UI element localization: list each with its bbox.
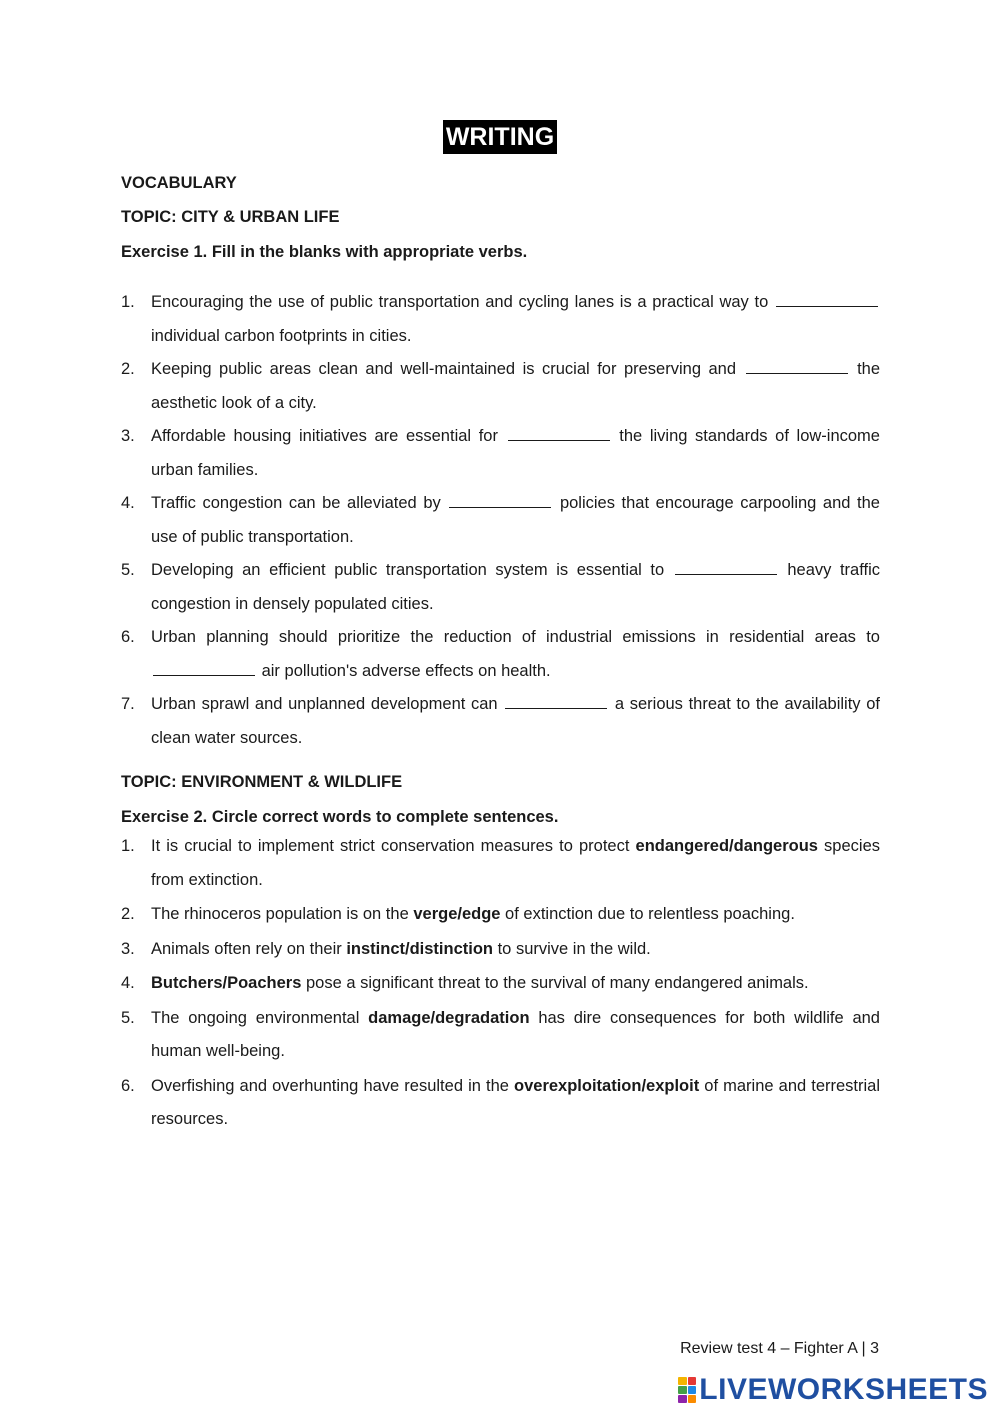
item-number: 2.: [121, 905, 135, 923]
item-number: 2.: [121, 360, 135, 378]
item-text-after: of marine and terrestrial resources.: [151, 1076, 881, 1128]
logo-block: [688, 1395, 697, 1403]
item-text-after: policies that encourage carpooling and the use of public transportation.: [151, 494, 880, 546]
item-text-before: Affordable housing initiatives are essential for: [151, 427, 498, 445]
item-text-after: has dire consequences for both wildlife and human well-being.: [151, 1008, 880, 1060]
fill-blank[interactable]: [776, 290, 878, 308]
topic2-heading: TOPIC: ENVIRONMENT & WILDLIFE: [121, 773, 403, 791]
item-number: 5.: [121, 1008, 135, 1027]
item-text-before: Traffic congestion can be alleviated by: [151, 494, 441, 512]
fill-blank[interactable]: [449, 491, 551, 509]
liveworksheets-brand[interactable]: [678, 1374, 988, 1406]
item-text-before: The rhinoceros population is on the: [151, 905, 414, 923]
item-text-after: of extinction due to relentless poaching.: [500, 905, 795, 923]
exercise1-item: [121, 420, 880, 487]
exercise2-item: [121, 898, 880, 932]
item-text-before: Developing an efficient public transportation system is essential to: [151, 561, 665, 579]
exercise2-item: [121, 830, 880, 897]
logo-block: [688, 1377, 697, 1385]
fill-blank[interactable]: [746, 357, 848, 375]
item-number: 3.: [121, 939, 135, 958]
page-footer: Review test 4 – Fighter A | 3: [680, 1340, 879, 1357]
worksheet-content: [121, 170, 880, 1138]
title-wrap: [0, 120, 1000, 154]
fill-blank[interactable]: [505, 692, 607, 710]
item-text-after: air pollution's adverse effects on health.: [261, 661, 551, 680]
exercise2-list: [121, 830, 880, 1137]
item-number: 1.: [121, 293, 135, 311]
item-text-before: The ongoing environmental: [151, 1008, 369, 1027]
item-text-before: Urban sprawl and unplanned development can: [151, 695, 498, 713]
page-title: WRITING: [443, 120, 557, 154]
choice-options[interactable]: instinct/distinction: [346, 939, 494, 958]
item-text-before: Urban planning should prioritize the reduction of industrial emissions in residential areas to: [151, 628, 880, 646]
item-text-after: a serious threat to the availability of clean water sources.: [151, 695, 880, 747]
fill-blank[interactable]: [675, 558, 777, 576]
item-text-before: It is crucial to implement strict conservation measures to protect: [151, 837, 636, 855]
item-text-before: Keeping public areas clean and well-maintained is crucial for preserving and: [151, 360, 737, 378]
item-number: 1.: [121, 837, 135, 855]
exercise1-item: [121, 688, 880, 755]
choice-options[interactable]: overexploitation/exploit: [514, 1076, 700, 1095]
item-text-after: individual carbon footprints in cities.: [151, 326, 412, 345]
exercise1-item: [121, 353, 880, 420]
exercise1-item: [121, 487, 880, 554]
liveworksheets-logo-icon: [678, 1377, 696, 1403]
item-number: 6.: [121, 1076, 135, 1095]
exercise2-item: [121, 1002, 880, 1069]
section-heading: VOCABULARY: [121, 174, 237, 192]
item-text-before: Animals often rely on their: [151, 939, 347, 958]
logo-block: [678, 1386, 687, 1394]
choice-options[interactable]: Butchers/Poachers: [151, 974, 302, 992]
item-number: 5.: [121, 561, 135, 579]
item-text-before: Encouraging the use of public transportation and cycling lanes is a practical way to: [151, 293, 769, 311]
choice-options[interactable]: damage/degradation: [368, 1008, 530, 1027]
item-text-after: to survive in the wild.: [493, 939, 651, 958]
exercise1-item: [121, 286, 880, 353]
item-text-after: species from extinction.: [151, 837, 880, 889]
item-number: 6.: [121, 628, 135, 646]
item-text-before: Overfishing and overhunting have resulted in the: [151, 1076, 515, 1095]
item-text-after: heavy traffic congestion in densely populated cities.: [151, 561, 881, 613]
item-text-after: the living standards of low-income urban families.: [151, 427, 880, 479]
exercise1-item: [121, 554, 880, 621]
logo-block: [678, 1377, 687, 1385]
item-text-after: the aesthetic look of a city.: [151, 360, 880, 412]
exercise2-item: [121, 933, 880, 967]
exercise1-item: [121, 621, 880, 688]
item-text-after: pose a significant threat to the survival of many endangered animals.: [301, 974, 809, 992]
exercise1-list: [121, 286, 880, 755]
item-number: 3.: [121, 427, 135, 445]
exercise1-heading: Exercise 1. Fill in the blanks with appropriate verbs.: [121, 243, 528, 261]
brand-name: LIVEWORKSHEETS: [699, 1373, 988, 1406]
choice-options[interactable]: endangered/dangerous: [635, 837, 818, 855]
exercise2-item: [121, 967, 880, 1001]
exercise2-item: [121, 1070, 880, 1137]
choice-options[interactable]: verge/edge: [413, 905, 501, 923]
fill-blank[interactable]: [508, 424, 610, 442]
item-number: 4.: [121, 974, 135, 992]
topic1-heading: TOPIC: CITY & URBAN LIFE: [121, 208, 340, 226]
item-number: 7.: [121, 695, 135, 713]
logo-block: [678, 1395, 687, 1403]
exercise2-heading: Exercise 2. Circle correct words to complete sentences.: [121, 808, 559, 826]
logo-block: [688, 1386, 697, 1394]
fill-blank[interactable]: [153, 658, 255, 676]
item-number: 4.: [121, 494, 135, 512]
